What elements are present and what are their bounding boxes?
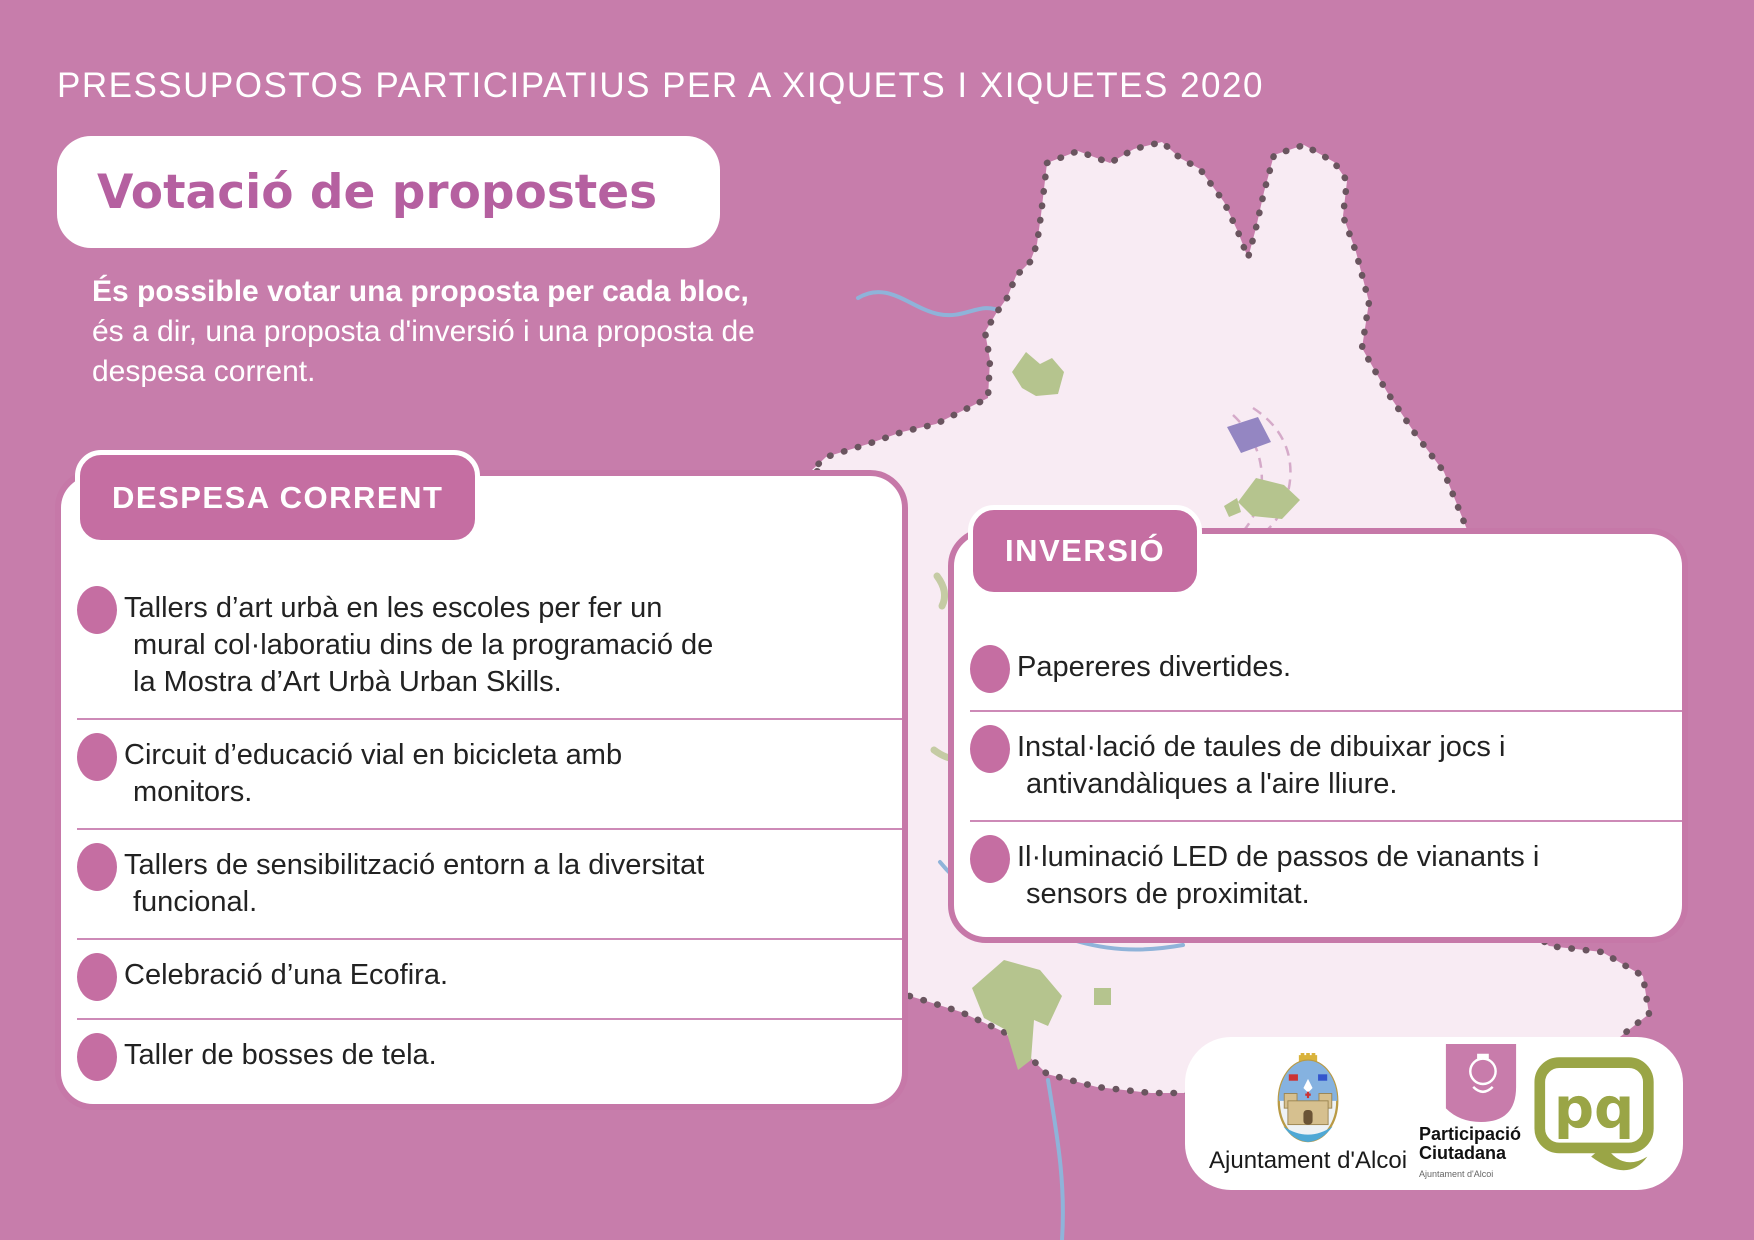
list-item-text: Tallers de sensibilització entorn a la diversitat funcional.: [124, 849, 705, 918]
river-bottom: [1048, 1080, 1063, 1240]
despesa-corrent-list: [77, 573, 902, 1098]
green-area-south-square: [1094, 988, 1111, 1005]
intro-text: [92, 272, 755, 392]
intro-line-2: és a dir, una proposta d'inversió i una proposta de: [92, 315, 755, 348]
participacio-shield-icon: [1445, 1044, 1517, 1122]
alcoi-crest-icon: [1276, 1053, 1340, 1145]
list-item-text: Tallers d’art urbà en les escoles per fer un mural col·laboratiu dins de la programació de la Mostra d’Art Urbà Urban Skills.: [124, 592, 714, 698]
list-item-text: Taller de bosses de tela.: [124, 1039, 437, 1071]
pq-logo: [1533, 1055, 1659, 1173]
list-item: [77, 1018, 902, 1098]
inversio-list: [970, 632, 1682, 930]
footer-logos-card: [1185, 1037, 1683, 1190]
vote-title-card: [57, 136, 720, 248]
ajuntament-alcoi-logo: [1209, 1053, 1407, 1175]
pq-speech-bubble-icon: [1533, 1055, 1659, 1173]
page-title: PRESSUPOSTOS PARTICIPATIUS PER A XIQUETS I XIQUETES 2020: [57, 66, 1264, 105]
bullet-icon: [77, 586, 117, 634]
bullet-icon: [77, 1033, 117, 1081]
pq-logo-text: pq: [1553, 1076, 1635, 1142]
participacio-ciutadana-logo: [1419, 1044, 1521, 1184]
bullet-icon: [77, 733, 117, 781]
despesa-corrent-card: [55, 470, 908, 1110]
list-item: [970, 820, 1682, 930]
bullet-icon: [77, 953, 117, 1001]
despesa-corrent-header: DESPESA CORRENT: [75, 450, 480, 545]
ajuntament-alcoi-label: Ajuntament d'Alcoi: [1209, 1146, 1408, 1174]
participacio-label: Participació Ciutadana Ajuntament d'Alcoi: [1418, 1123, 1522, 1179]
inversio-header: INVERSIÓ: [968, 505, 1202, 597]
list-item-text: Celebració d’una Ecofira.: [124, 959, 449, 991]
bullet-icon: [970, 645, 1010, 693]
list-item: [77, 573, 902, 718]
vote-title: Votació de propostes: [97, 164, 658, 220]
intro-line-3: despesa corrent.: [92, 355, 316, 388]
list-item: [77, 938, 902, 1018]
bullet-icon: [970, 835, 1010, 883]
list-item-text: Instal·lació de taules de dibuixar jocs i antivandàliques a l'aire lliure.: [1017, 731, 1506, 800]
list-item: [77, 828, 902, 938]
list-item: [970, 710, 1682, 820]
list-item-text: Circuit d’educació vial en bicicleta amb monitors.: [124, 739, 623, 808]
list-item-text: Papereres divertides.: [1017, 651, 1292, 683]
list-item: [77, 718, 902, 828]
list-item: [970, 632, 1682, 710]
list-item-text: Il·luminació LED de passos de vianants i sensors de proximitat.: [1017, 841, 1540, 910]
bullet-icon: [77, 843, 117, 891]
bullet-icon: [970, 725, 1010, 773]
intro-line-1: És possible votar una proposta per cada bloc,: [92, 275, 749, 308]
